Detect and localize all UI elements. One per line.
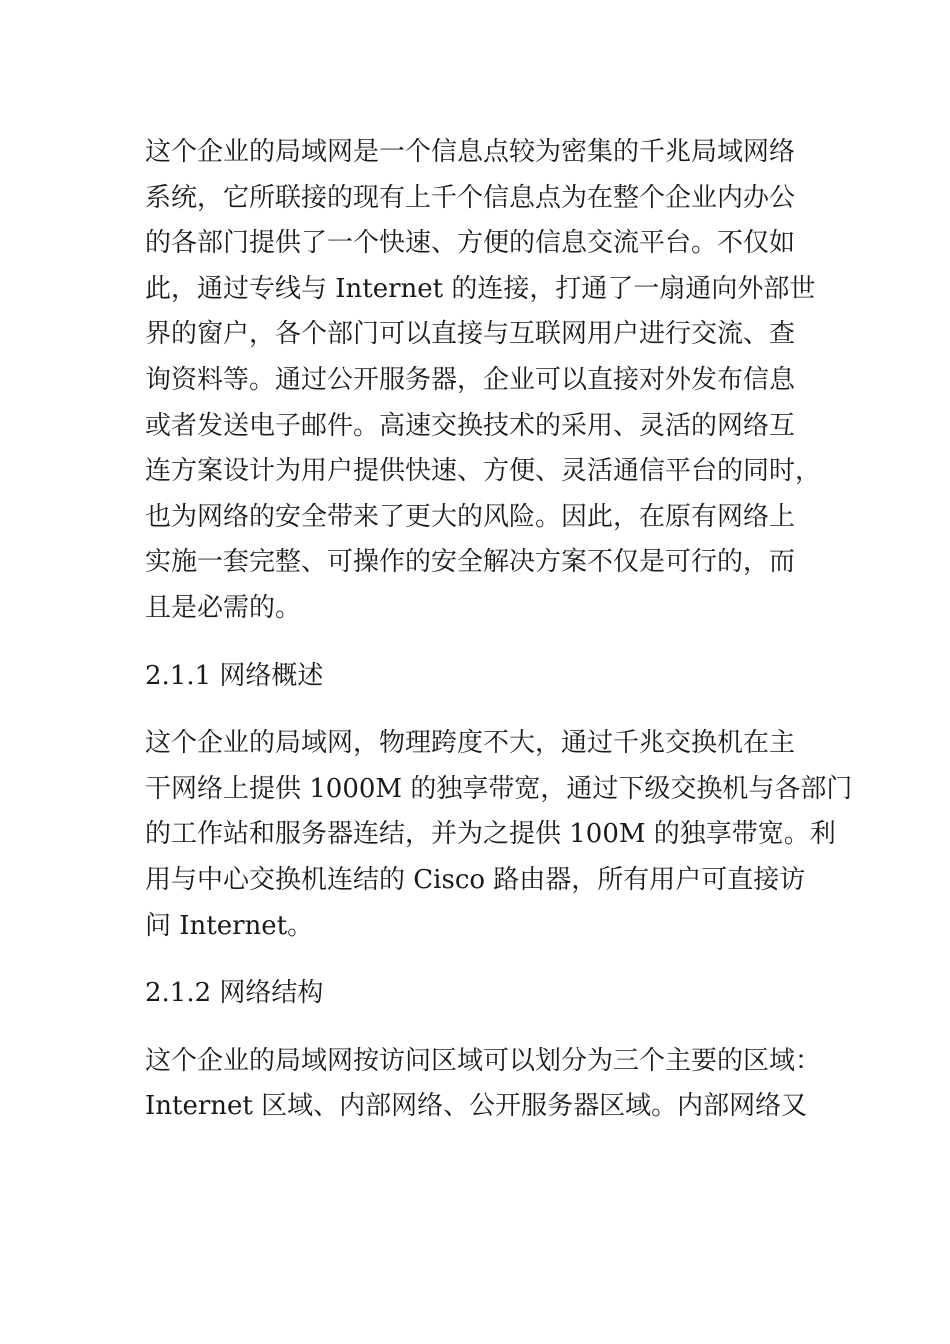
text-line: 系统，它所联接的现有上千个信息点为在整个企业内办公 <box>145 182 796 213</box>
text-line: 这个企业的局域网按访问区域可以划分为三个主要的区域： <box>145 1045 822 1076</box>
text-line: 用与中心交换机连结的 Cisco 路由器，所有用户可直接访 <box>145 864 806 895</box>
text-line: 且是必需的。 <box>145 592 302 623</box>
section-heading-network-overview: 2.1.1 网络概述 <box>145 660 324 691</box>
section-heading-network-structure: 2.1.2 网络结构 <box>145 978 324 1009</box>
text-line: 这个企业的局域网，物理跨度不大，通过千兆交换机在主 <box>145 728 796 759</box>
text-line: 也为网络的安全带来了更大的风险。因此，在原有网络上 <box>145 501 796 532</box>
text-line: 问 Internet。 <box>145 910 314 941</box>
text-line: 询资料等。通过公开服务器，企业可以直接对外发布信息 <box>145 364 796 395</box>
paragraph-intro <box>145 130 822 632</box>
text-line: 连方案设计为用户提供快速、方便、灵活通信平台的同时， <box>145 456 822 487</box>
text-line: Internet 区域、内部网络、公开服务器区域。内部网络又 <box>145 1091 808 1122</box>
text-line: 这个企业的局域网是一个信息点较为密集的千兆局域网络 <box>145 137 796 167</box>
text-line: 的各部门提供了一个快速、方便的信息交流平台。不仅如 <box>145 228 796 259</box>
document-body <box>145 130 853 1130</box>
paragraph-network-overview <box>145 721 853 949</box>
text-line: 干网络上提供 1000M 的独享带宽，通过下级交换机与各部门 <box>145 773 853 804</box>
paragraph-network-structure <box>145 1039 822 1130</box>
text-line: 或者发送电子邮件。高速交换技术的采用、灵活的网络互 <box>145 410 796 441</box>
text-line: 的工作站和服务器连结，并为之提供 100M 的独享带宽。利 <box>145 819 836 850</box>
text-line: 界的窗户，各个部门可以直接与互联网用户进行交流、查 <box>145 319 796 350</box>
text-line: 实施一套完整、可操作的安全解决方案不仅是可行的，而 <box>145 547 796 578</box>
text-line: 此，通过专线与 Internet 的连接，打通了一扇通向外部世 <box>145 273 816 304</box>
